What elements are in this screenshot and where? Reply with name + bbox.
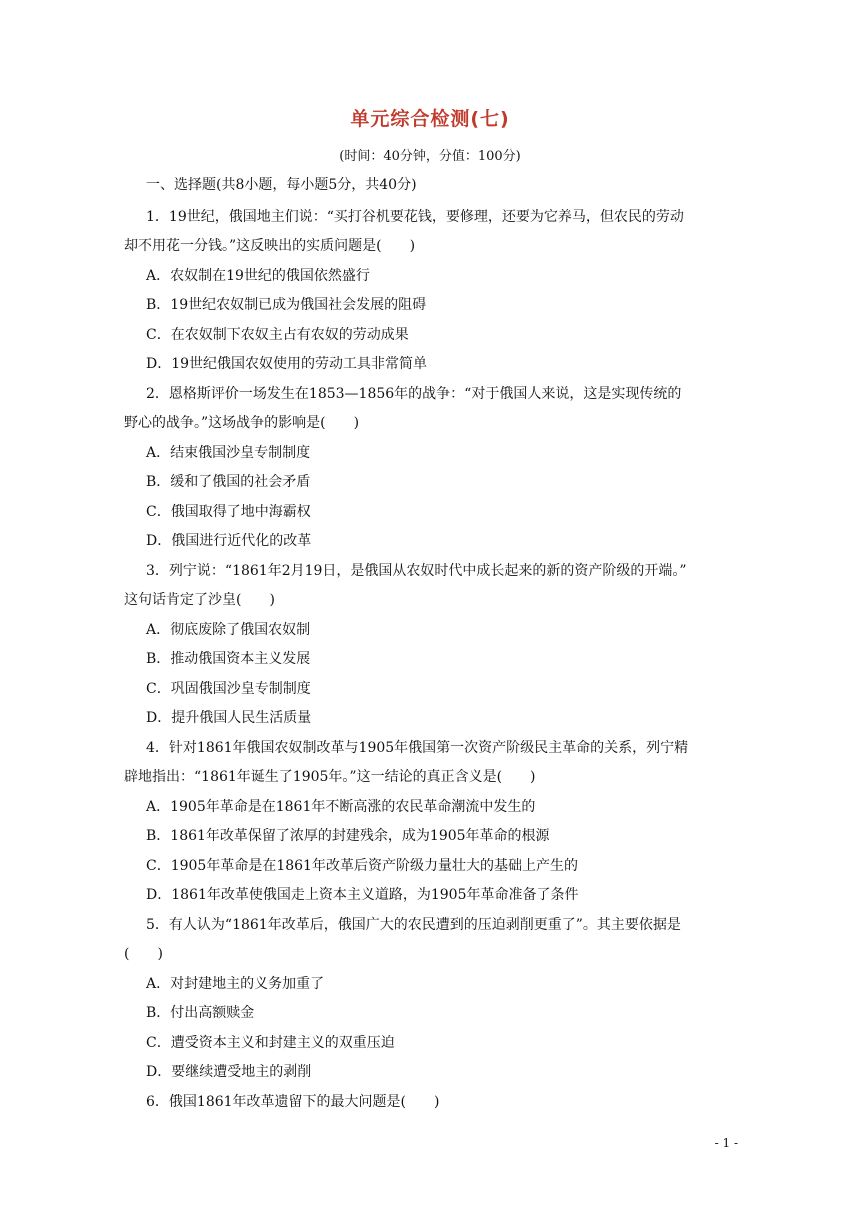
question-1-stem-line-1: 1．19世纪，俄国地主们说：“买打谷机要花钱，要修理，还要为它养马，但农民的劳动	[146, 209, 684, 225]
question-5-option-b: B．付出高额赎金	[146, 1005, 255, 1021]
question-1-option-c: C．在农奴制下农奴主占有农奴的劳动成果	[146, 327, 409, 343]
page-subtitle: (时间：40分钟，分值：100分)	[339, 149, 521, 164]
question-5-stem-line-1: 5．有人认为“1861年改革后，俄国广大的农民遭到的压迫剥削更重了”。其主要依据是	[146, 917, 681, 933]
page-number: - 1 -	[714, 1136, 738, 1150]
question-3-stem-line-2: 这句话肯定了沙皇( )	[124, 592, 275, 608]
page-title: 单元综合检测(七)	[350, 108, 510, 130]
question-3-option-c: C．巩固俄国沙皇专制制度	[146, 681, 311, 697]
question-4-option-d: D．1861年改革使俄国走上资本主义道路，为1905年革命准备了条件	[146, 887, 579, 903]
question-4-option-a: A．1905年革命是在1861年不断高涨的农民革命潮流中发生的	[146, 799, 536, 815]
question-4-stem-line-2: 辟地指出：“1861年诞生了1905年。”这一结论的真正含义是( )	[124, 769, 536, 785]
question-1-stem-line-2: 却不用花一分钱。”这反映出的实质问题是( )	[124, 238, 416, 254]
question-3-option-d: D．提升俄国人民生活质量	[146, 710, 312, 726]
question-2-stem-line-1: 2．恩格斯评价一场发生在1853—1856年的战争：“对于俄国人来说，这是实现传统的	[146, 386, 682, 402]
question-3-stem-line-1: 3．列宁说：“1861年2月19日，是俄国从农奴时代中成长起来的新的资产阶级的开端。”	[146, 563, 687, 579]
question-2-option-c: C．俄国取得了地中海霸权	[146, 504, 311, 520]
question-4-option-b: B．1861年改革保留了浓厚的封建残余，成为1905年革命的根源	[146, 828, 550, 844]
question-1-option-d: D．19世纪俄国农奴使用的劳动工具非常简单	[146, 356, 428, 372]
question-5-stem-line-2: ( )	[124, 946, 163, 962]
question-2-option-a: A．结束俄国沙皇专制制度	[146, 445, 311, 461]
question-5-option-d: D．要继续遭受地主的剥削	[146, 1064, 312, 1080]
question-4-option-c: C．1905年革命是在1861年改革后资产阶级力量壮大的基础上产生的	[146, 858, 578, 874]
question-2-stem-line-2: 野心的战争。”这场战争的影响是( )	[124, 415, 360, 431]
question-3-option-b: B．推动俄国资本主义发展	[146, 651, 311, 667]
question-2-option-d: D．俄国进行近代化的改革	[146, 533, 312, 549]
question-5-option-c: C．遭受资本主义和封建主义的双重压迫	[146, 1035, 395, 1051]
question-4-stem-line-1: 4．针对1861年俄国农奴制改革与1905年俄国第一次资产阶级民主革命的关系，列宁精	[146, 740, 689, 756]
question-5-option-a: A．对封建地主的义务加重了	[146, 976, 325, 992]
section-heading: 一、选择题(共8小题，每小题5分，共40分)	[146, 177, 417, 193]
question-1-option-a: A．农奴制在19世纪的俄国依然盛行	[146, 268, 370, 284]
question-6-stem-line-1: 6．俄国1861年改革遗留下的最大问题是( )	[146, 1094, 440, 1110]
question-2-option-b: B．缓和了俄国的社会矛盾	[146, 474, 311, 490]
question-3-option-a: A．彻底废除了俄国农奴制	[146, 622, 311, 638]
question-1-option-b: B．19世纪农奴制已成为俄国社会发展的阻碍	[146, 297, 427, 313]
